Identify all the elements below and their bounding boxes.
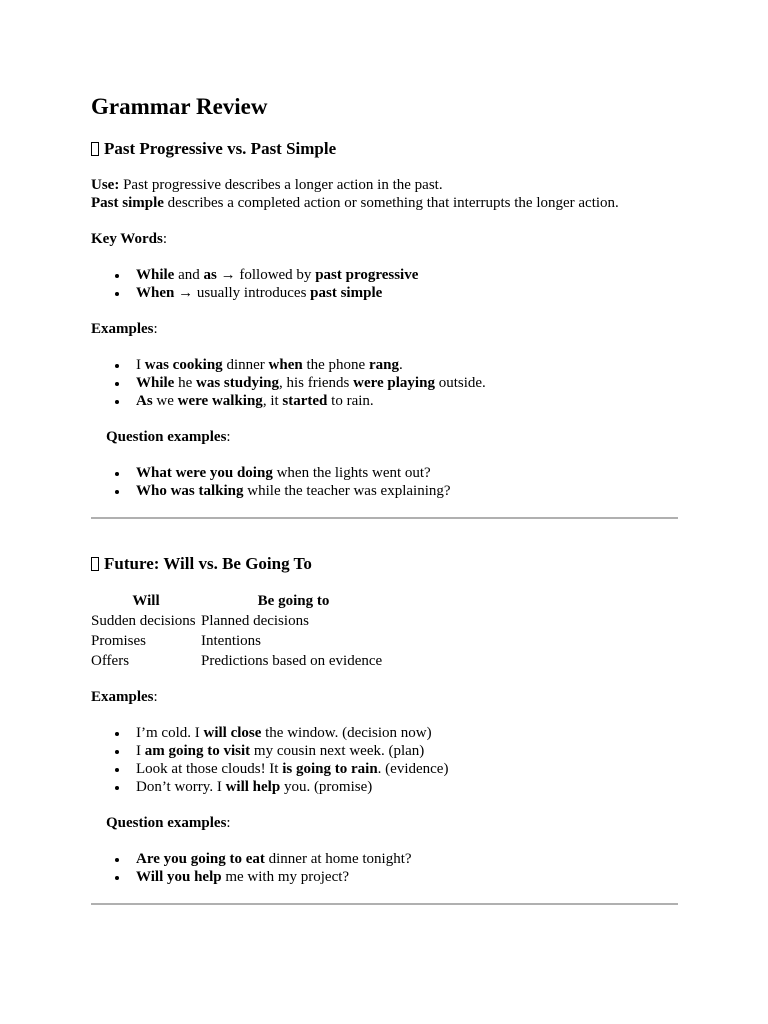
list-item: I am going to visit my cousin next week. (plan) [91,742,448,760]
list-item: I was cooking dinner when the phone rang. [91,356,486,374]
list-item: Will you help me with my project? [91,868,412,886]
table-cell: Sudden decisions [91,613,196,629]
list-item: Are you going to eat dinner at home tonight? [91,850,412,868]
section-heading-past: Past Progressive vs. Past Simple [91,138,336,160]
page-title: Grammar Review [91,94,268,119]
column-header: Be going to [257,593,330,609]
column-header: Will [132,593,160,609]
list-item: What were you doing when the lights went out? [91,464,451,482]
list-item: Who was talking while the teacher was explaining? [91,482,451,500]
examples-list [91,724,448,796]
list-item: I’m cold. I will close the window. (decision now) [91,724,448,742]
list-item: As we were walking, it started to rain. [91,392,486,410]
section-heading-future: Future: Will vs. Be Going To [91,553,312,575]
list-item: While he was studying, his friends were playing outside. [91,374,486,392]
examples-label: Examples: [91,321,158,337]
table-row [91,611,386,631]
table-row [91,631,386,651]
comparison-table [91,591,386,671]
table-cell: Planned decisions [201,613,309,629]
question-examples-label: Question examples: [106,429,231,445]
missing-glyph-icon [91,142,99,156]
missing-glyph-icon [91,557,99,571]
list-item: Look at those clouds! It is going to rain. (evidence) [91,760,448,778]
question-list [91,850,412,886]
key-words-label: Key Words: [91,231,167,247]
key-words-list [91,266,418,302]
list-item: Don’t worry. I will help you. (promise) [91,778,448,796]
examples-list [91,356,486,410]
list-item: While and as → followed by past progressive [91,266,418,284]
horizontal-rule [91,517,678,519]
horizontal-rule [91,903,678,905]
table-header-row [91,591,386,611]
examples-label: Examples: [91,689,158,705]
table-cell: Intentions [201,633,261,649]
table-row [91,651,386,671]
table-cell: Offers [91,653,130,669]
list-item: When → usually introduces past simple [91,284,418,302]
question-list [91,464,451,500]
table-cell: Promises [91,633,147,649]
use-paragraph: Use: Past progressive describes a longer action in the past. Past simple describes a completed action or something that interrupts the longer action. [91,177,619,211]
question-examples-label: Question examples: [106,815,231,831]
table-cell: Predictions based on evidence [201,653,383,669]
